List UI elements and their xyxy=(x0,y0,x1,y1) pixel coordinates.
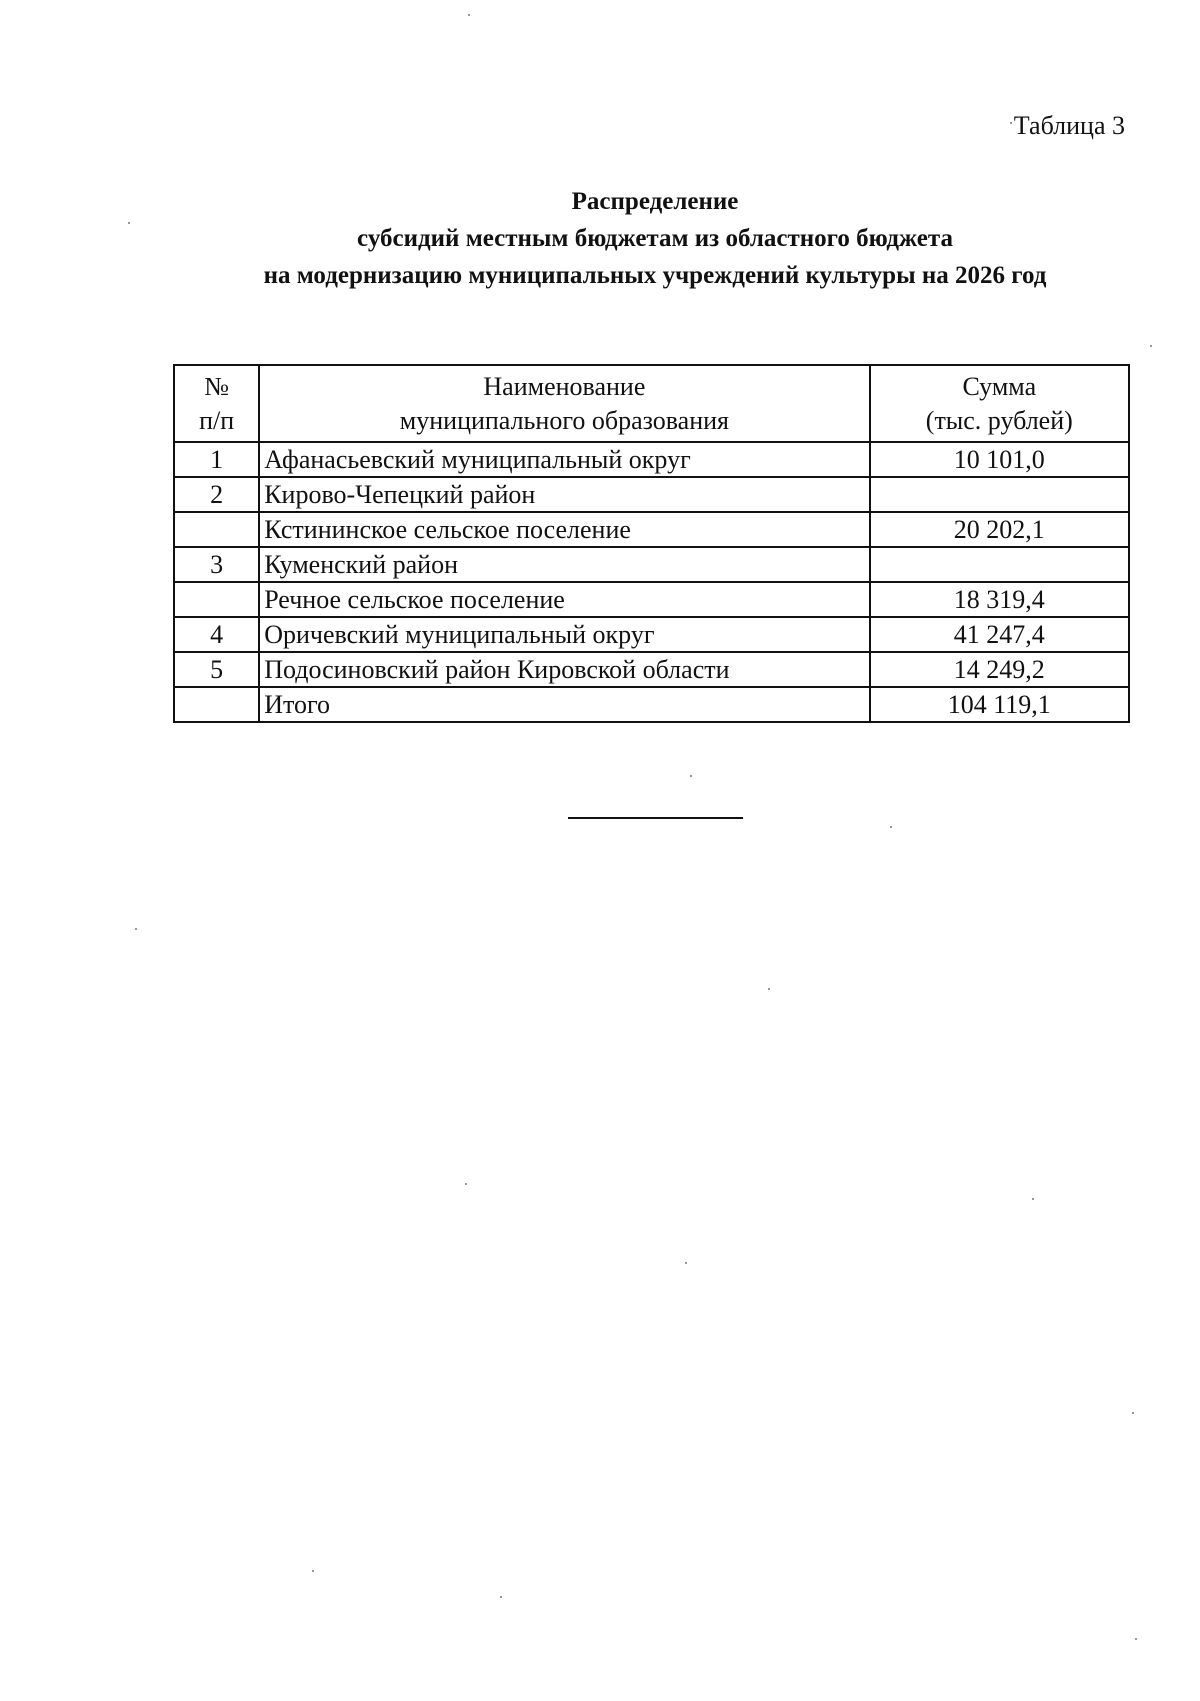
row-sum: 18 319,4 xyxy=(870,582,1129,617)
table-row xyxy=(174,582,1129,617)
scan-speck xyxy=(500,1596,502,1598)
subsidy-table xyxy=(173,364,1130,723)
header-num-line-2: п/п xyxy=(199,405,235,435)
scan-speck xyxy=(312,1570,314,1572)
scan-speck xyxy=(1010,122,1012,124)
header-num-line-1: № xyxy=(204,371,229,401)
header-num xyxy=(174,365,259,442)
header-sum xyxy=(870,365,1129,442)
row-num: 4 xyxy=(174,617,259,652)
table-header-row xyxy=(174,365,1129,442)
total-sum: 104 119,1 xyxy=(870,687,1129,722)
table-row xyxy=(174,652,1129,687)
header-name-line-1: Наименование xyxy=(483,371,646,401)
row-num xyxy=(174,582,259,617)
scan-speck xyxy=(465,1183,467,1185)
table-row xyxy=(174,617,1129,652)
scan-speck xyxy=(690,775,692,777)
row-sum xyxy=(870,477,1129,512)
scan-speck xyxy=(1032,1198,1034,1200)
scan-speck xyxy=(685,1262,687,1264)
header-sum-line-1: Сумма xyxy=(962,371,1037,401)
row-num: 1 xyxy=(174,442,259,477)
row-sum: 41 247,4 xyxy=(870,617,1129,652)
row-name: Куменский район xyxy=(259,547,869,582)
scan-speck xyxy=(768,988,770,990)
title-line-3: на модернизацию муниципальных учреждений культуры на 2026 год xyxy=(263,262,1047,289)
row-num: 2 xyxy=(174,477,259,512)
title-line-2: субсидий местным бюджетам из областного бюджета xyxy=(357,225,953,252)
scan-speck xyxy=(468,14,470,16)
table-label: Таблица 3 xyxy=(1013,111,1125,140)
table-row xyxy=(174,442,1129,477)
row-num: 5 xyxy=(174,652,259,687)
row-num xyxy=(174,512,259,547)
row-name: Подосиновский район Кировской области xyxy=(259,652,869,687)
scan-speck xyxy=(128,222,130,224)
scan-speck xyxy=(1132,1412,1134,1414)
header-name xyxy=(259,365,869,442)
header-name-line-2: муниципального образования xyxy=(399,405,729,435)
table-total-row xyxy=(174,687,1129,722)
row-name: Оричевский муниципальный округ xyxy=(259,617,869,652)
scan-speck xyxy=(135,928,137,930)
row-name: Речное сельское поселение xyxy=(259,582,869,617)
row-name: Афанасьевский муниципальный округ xyxy=(259,442,869,477)
table-row xyxy=(174,512,1129,547)
end-separator-line xyxy=(568,817,743,819)
row-name: Кстининское сельское поселение xyxy=(259,512,869,547)
scan-speck xyxy=(1150,345,1152,347)
header-sum-line-2: (тыс. рублей) xyxy=(925,405,1073,435)
row-sum: 14 249,2 xyxy=(870,652,1129,687)
row-name: Кирово-Чепецкий район xyxy=(259,477,869,512)
row-sum: 20 202,1 xyxy=(870,512,1129,547)
document-title xyxy=(120,183,1190,294)
row-num xyxy=(174,687,259,722)
row-sum: 10 101,0 xyxy=(870,442,1129,477)
title-line-1: Распределение xyxy=(571,188,739,215)
table-row xyxy=(174,477,1129,512)
scan-speck xyxy=(1135,1638,1137,1640)
row-num: 3 xyxy=(174,547,259,582)
row-sum xyxy=(870,547,1129,582)
total-label: Итого xyxy=(259,687,869,722)
scan-speck xyxy=(890,826,892,828)
table-row xyxy=(174,547,1129,582)
